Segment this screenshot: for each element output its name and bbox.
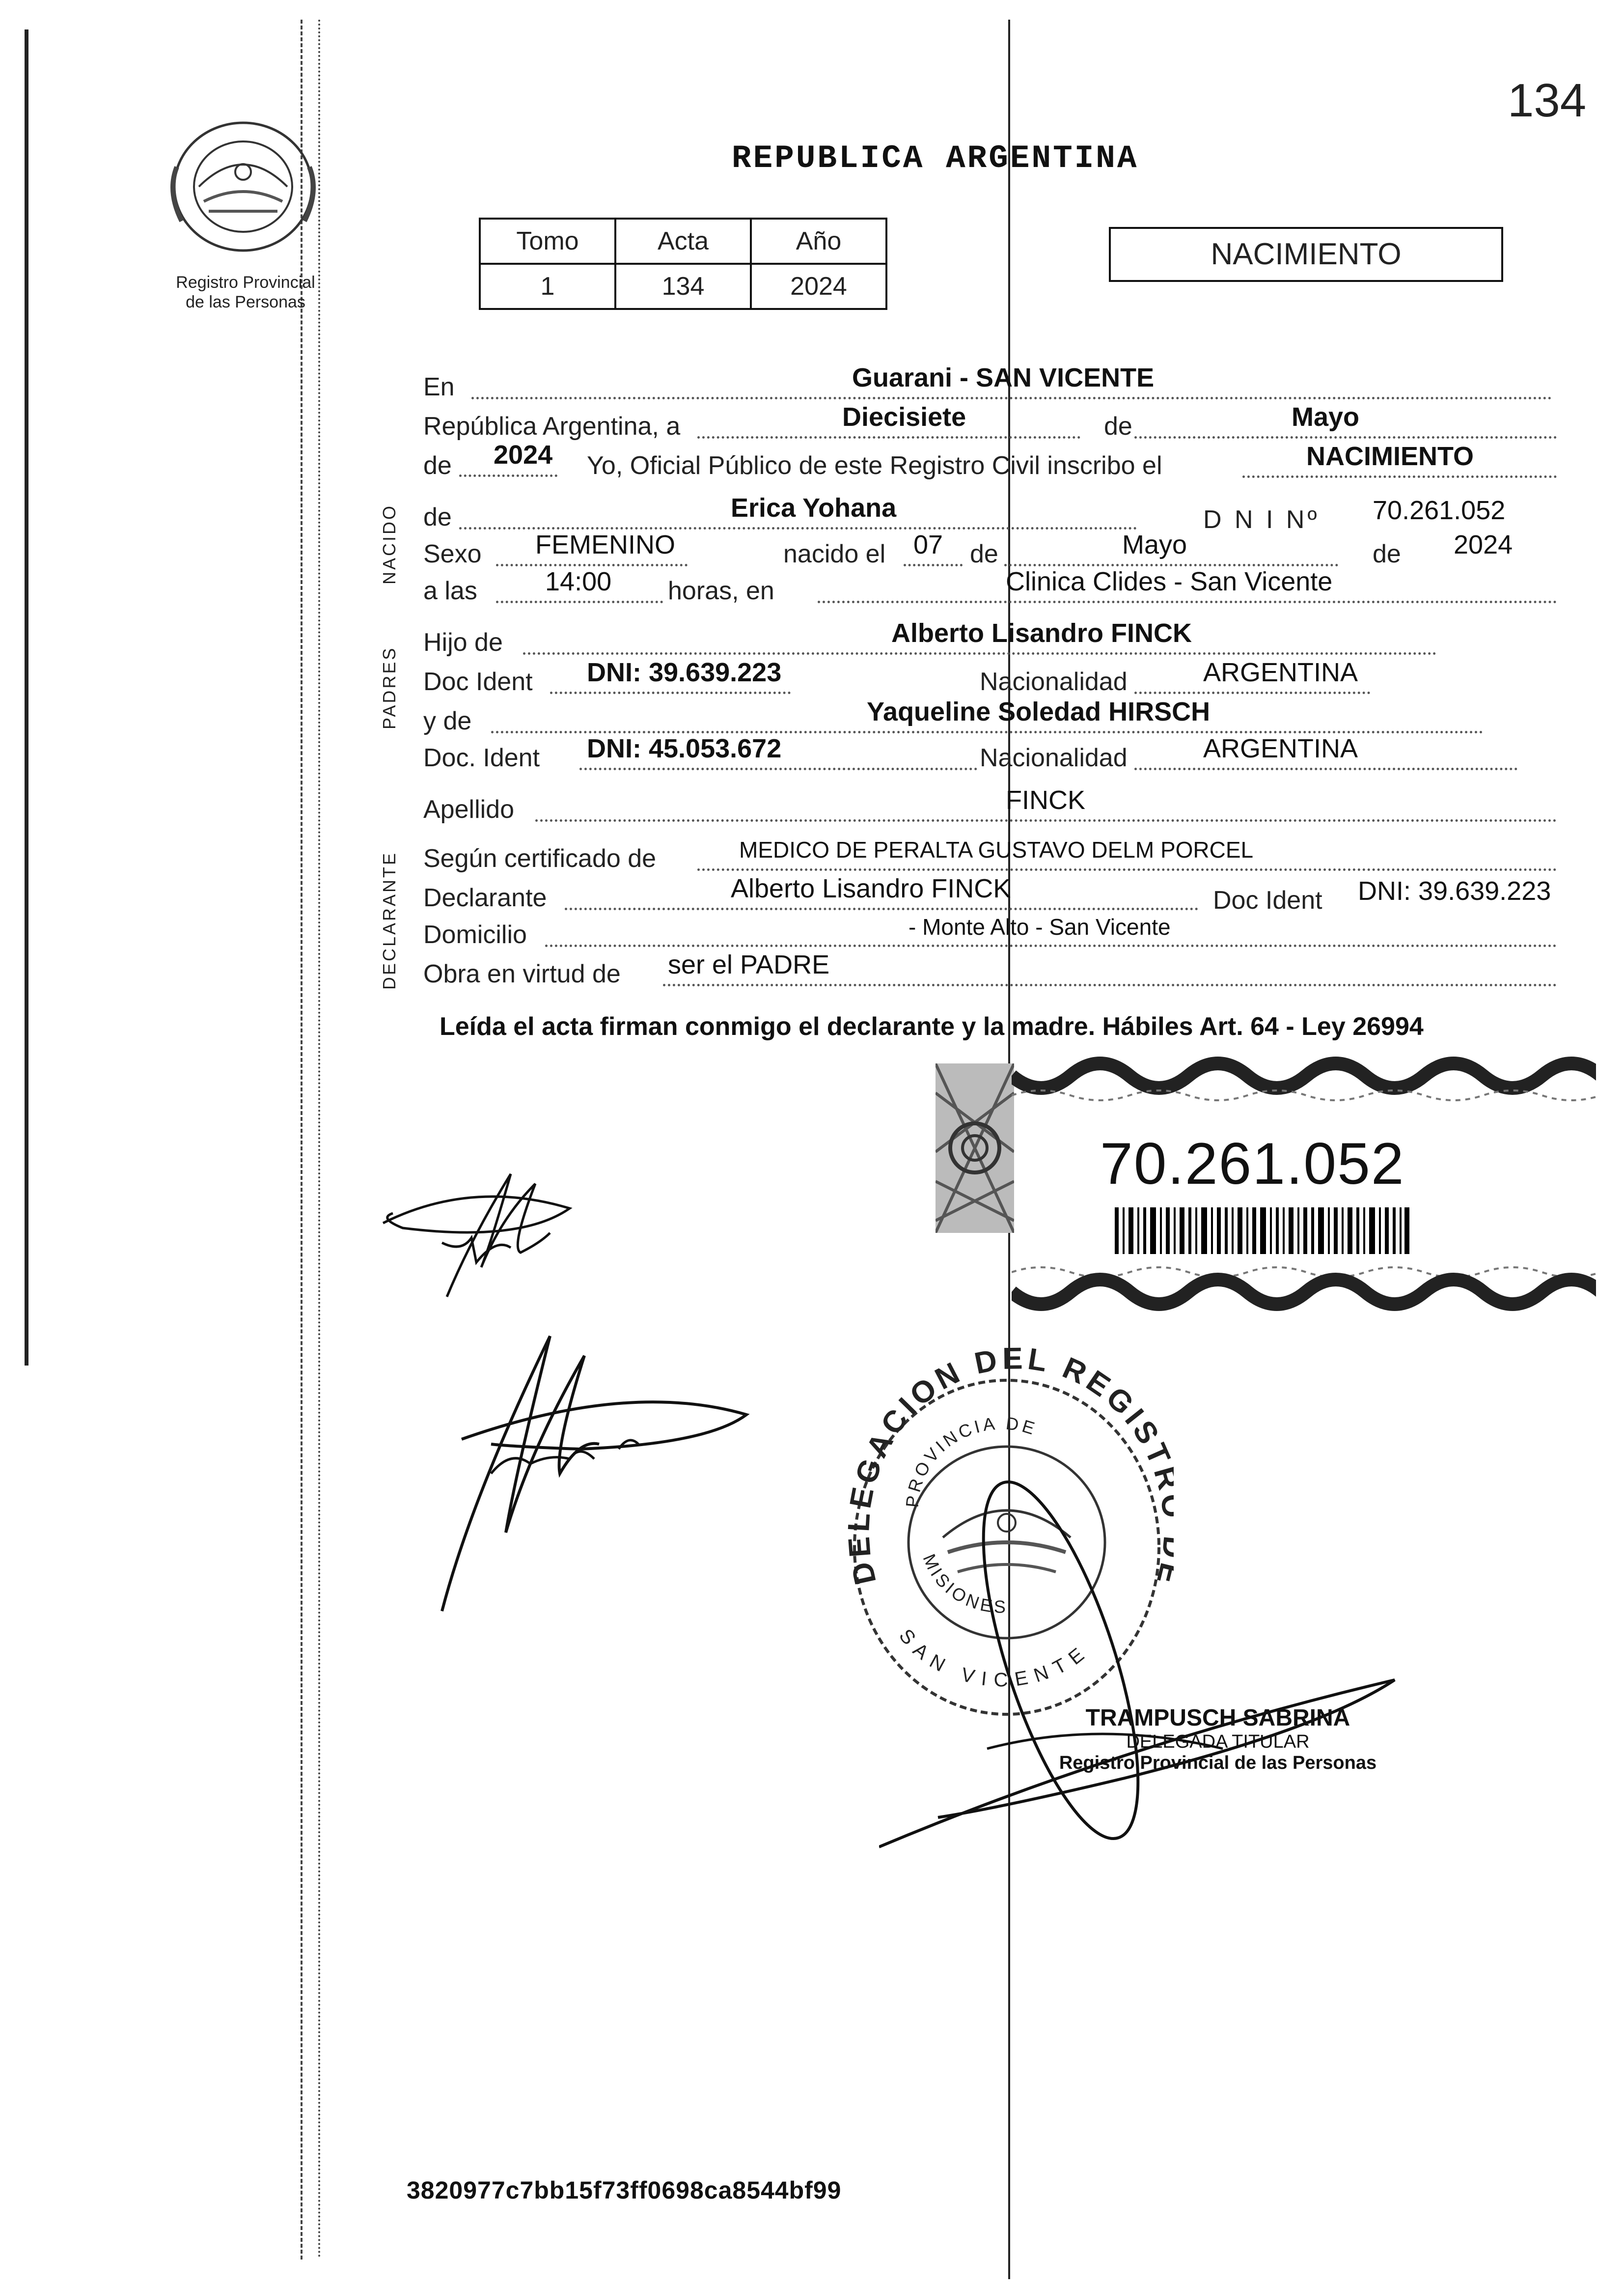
label-doc-ident-2: Doc. Ident xyxy=(423,744,540,772)
label-en: En xyxy=(423,373,455,401)
value-padre-doc: DNI: 39.639.223 xyxy=(587,658,782,687)
document-hash: 3820977c7bb15f73ff0698ca8544bf99 xyxy=(407,2176,842,2204)
value-dni: 70.261.052 xyxy=(1373,496,1506,525)
dots-lugar-nac xyxy=(818,601,1557,603)
value-tomo: 1 xyxy=(480,264,615,309)
dots-madre-doc xyxy=(579,768,977,770)
barcode-bar xyxy=(1289,1207,1294,1254)
label-nacionalidad-1: Nacionalidad xyxy=(980,668,1128,696)
label-horas-en: horas, en xyxy=(668,577,774,605)
dots-dia xyxy=(697,436,1080,439)
officer-org: Registro Provincial de las Personas xyxy=(1059,1753,1377,1773)
label-nacionalidad-2: Nacionalidad xyxy=(980,744,1128,772)
barcode-bar xyxy=(1385,1207,1389,1254)
header-acta: Acta xyxy=(615,219,751,264)
barcode-bar xyxy=(1123,1207,1125,1254)
province-seal xyxy=(162,113,324,260)
value-certificado: MEDICO DE PERALTA GUSTAVO DELM PORCEL xyxy=(739,837,1254,863)
barcode-bar xyxy=(1283,1207,1285,1254)
barcode-bar xyxy=(1150,1207,1156,1254)
barcode-bar xyxy=(1297,1207,1299,1254)
record-table xyxy=(479,218,887,310)
barcode-bar xyxy=(1166,1207,1170,1254)
value-mes: Mayo xyxy=(1292,402,1360,432)
label-a-las: a las xyxy=(423,577,477,605)
label-de-mes2: de xyxy=(970,540,998,568)
value-sexo: FEMENINO xyxy=(535,530,676,559)
barcode-bar xyxy=(1225,1207,1228,1254)
section-label-nacido: NACIDO xyxy=(379,503,399,585)
value-anio: 2024 xyxy=(751,264,886,309)
barcode-bar xyxy=(1276,1207,1279,1254)
signature-scribble-icon xyxy=(432,1326,776,1621)
header-tomo: Tomo xyxy=(480,219,615,264)
barcode-bar xyxy=(1379,1207,1381,1254)
label-yo-oficial: Yo, Oficial Público de este Registro Civil inscribo el xyxy=(587,451,1162,480)
signature-scribble-icon xyxy=(373,1169,594,1316)
binding-line-2 xyxy=(318,20,320,2260)
value-mes-nac: Mayo xyxy=(1122,530,1187,559)
registry-line-2: de las Personas xyxy=(186,293,305,311)
value-declarante-doc: DNI: 39.639.223 xyxy=(1358,876,1551,906)
binding-line-1 xyxy=(301,20,303,2260)
dots-padre-doc xyxy=(550,692,791,694)
page-title: REPUBLICA ARGENTINA xyxy=(732,140,1139,177)
officer-name: TRAMPUSCH SABRINA xyxy=(1085,1705,1350,1731)
label-hijo-de: Hijo de xyxy=(423,628,503,657)
label-dni: D N I Nº xyxy=(1203,505,1320,534)
dots-padre xyxy=(523,652,1436,655)
barcode-bar xyxy=(1246,1207,1248,1254)
doc-type-box xyxy=(1109,227,1503,282)
label-nacido-el: nacido el xyxy=(783,540,886,568)
label-de-anio2: de xyxy=(1373,540,1401,568)
barcode-bar xyxy=(1180,1207,1184,1254)
barcode-bar xyxy=(1369,1207,1375,1254)
barcode-bar xyxy=(1363,1207,1365,1254)
signature-madre xyxy=(432,1326,776,1621)
label-de-mes: de xyxy=(1104,412,1132,441)
value-dia: Diecisiete xyxy=(842,402,966,432)
dots-madre-nac xyxy=(1134,768,1517,770)
sticker-wave-bottom-icon xyxy=(1012,1262,1596,1311)
record-table-value-row xyxy=(480,264,886,309)
stamp-inner-top: PROVINCIA DE xyxy=(902,1413,1040,1508)
barcode-bar xyxy=(1260,1207,1266,1254)
section-label-declarante: DECLARANTE xyxy=(379,851,399,990)
barcode-bar xyxy=(1160,1207,1162,1254)
value-declarante: Alberto Lisandro FINCK xyxy=(731,874,1011,903)
barcode-bar xyxy=(1400,1207,1402,1254)
value-lugar: Guarani - SAN VICENTE xyxy=(852,363,1155,392)
value-anio-nac: 2024 xyxy=(1454,530,1513,559)
value-acta: 134 xyxy=(615,264,751,309)
label-apellido: Apellido xyxy=(423,795,515,824)
sticker-barcode xyxy=(1115,1207,1409,1254)
barcode-bar xyxy=(1303,1207,1307,1254)
security-hologram xyxy=(936,1063,1014,1233)
barcode-bar xyxy=(1129,1207,1133,1254)
officer-stamp xyxy=(1041,1704,1395,1774)
dots-padre-nac xyxy=(1134,692,1370,694)
barcode-bar xyxy=(1195,1207,1197,1254)
value-dia-nac: 07 xyxy=(913,530,943,559)
barcode-bar xyxy=(1318,1207,1324,1254)
value-madre: Yaqueline Soledad HIRSCH xyxy=(867,697,1211,726)
barcode-bar xyxy=(1232,1207,1234,1254)
value-lugar-nac: Clinica Clides - San Vicente xyxy=(1006,567,1333,596)
value-inscripcion: NACIMIENTO xyxy=(1306,442,1474,471)
page-number: 134 xyxy=(1508,74,1587,127)
dots-en xyxy=(471,397,1552,399)
hologram-pattern-icon xyxy=(936,1063,1014,1233)
label-domicilio: Domicilio xyxy=(423,921,527,949)
barcode-bar xyxy=(1174,1207,1176,1254)
label-doc-ident-decl: Doc Ident xyxy=(1213,886,1322,915)
barcode-bar xyxy=(1238,1207,1242,1254)
label-obra: Obra en virtud de xyxy=(423,960,621,988)
label-republica: República Argentina, a xyxy=(423,412,681,441)
barcode-bar xyxy=(1143,1207,1146,1254)
barcode-bar xyxy=(1137,1207,1139,1254)
record-table-header-row xyxy=(480,219,886,264)
dots-inscripcion xyxy=(1242,475,1557,478)
barcode-bar xyxy=(1334,1207,1338,1254)
dots-apellido xyxy=(535,819,1557,822)
dots-hora xyxy=(496,601,663,603)
barcode-bar xyxy=(1404,1207,1409,1254)
id-label-sticker xyxy=(1012,1056,1596,1311)
closing-text: Leída el acta firman conmigo el declarante y la madre. Hábiles Art. 64 - Ley 26994 xyxy=(440,1012,1424,1041)
registry-name xyxy=(147,273,344,312)
value-obra: ser el PADRE xyxy=(668,950,830,979)
dots-domicilio xyxy=(545,945,1557,947)
dots-certificado xyxy=(697,868,1557,871)
dots-mes xyxy=(1134,436,1557,439)
value-padre: Alberto Lisandro FINCK xyxy=(891,618,1192,648)
barcode-bar xyxy=(1342,1207,1344,1254)
label-de-nombre: de xyxy=(423,503,452,531)
registry-line-1: Registro Provincial xyxy=(176,273,315,292)
barcode-bar xyxy=(1115,1207,1119,1254)
header-anio: Año xyxy=(751,219,886,264)
sticker-wave-top-icon xyxy=(1012,1056,1596,1105)
barcode-bar xyxy=(1201,1207,1207,1254)
province-seal-icon xyxy=(162,113,324,260)
label-de-anio: de xyxy=(423,451,452,480)
barcode-bar xyxy=(1348,1207,1352,1254)
barcode-bar xyxy=(1393,1207,1396,1254)
barcode-bar xyxy=(1328,1207,1330,1254)
barcode-bar xyxy=(1252,1207,1256,1254)
stamp-inner-bottom: MISIONES xyxy=(919,1551,1009,1617)
barcode-bar xyxy=(1211,1207,1213,1254)
dots-obra xyxy=(663,984,1557,986)
value-apellido: FINCK xyxy=(1006,785,1085,815)
dots-dia-nac xyxy=(904,564,963,566)
barcode-bar xyxy=(1356,1207,1359,1254)
dots-anio xyxy=(459,474,557,477)
value-anio: 2024 xyxy=(494,440,553,470)
barcode-bar xyxy=(1217,1207,1221,1254)
label-declarante: Declarante xyxy=(423,884,547,912)
label-doc-ident-1: Doc Ident xyxy=(423,668,533,696)
sticker-number: 70.261.052 xyxy=(1100,1131,1405,1197)
stamp-city: SAN VICENTE xyxy=(895,1625,1095,1691)
officer-title: DELEGADA TITULAR xyxy=(1126,1731,1310,1752)
doc-type-label: NACIMIENTO xyxy=(1211,237,1402,271)
dots-declarante xyxy=(565,908,1198,910)
label-sexo: Sexo xyxy=(423,540,482,568)
value-madre-doc: DNI: 45.053.672 xyxy=(587,734,782,763)
barcode-bar xyxy=(1311,1207,1314,1254)
label-segun-certificado: Según certificado de xyxy=(423,844,657,873)
value-domicilio: - Monte Alto - San Vicente xyxy=(908,914,1171,940)
signature-declarante xyxy=(373,1169,594,1316)
label-y-de: y de xyxy=(423,707,472,735)
value-madre-nac: ARGENTINA xyxy=(1203,734,1358,763)
value-padre-nac: ARGENTINA xyxy=(1203,658,1358,687)
value-nombre: Erica Yohana xyxy=(731,493,897,523)
margin-edge-line xyxy=(25,29,28,1366)
section-label-padres: PADRES xyxy=(379,646,399,729)
stamp-outer-text: DELEGACION DEL REGIS xyxy=(842,1341,1168,1588)
barcode-bar xyxy=(1270,1207,1272,1254)
barcode-bar xyxy=(1188,1207,1191,1254)
value-hora: 14:00 xyxy=(545,567,612,596)
